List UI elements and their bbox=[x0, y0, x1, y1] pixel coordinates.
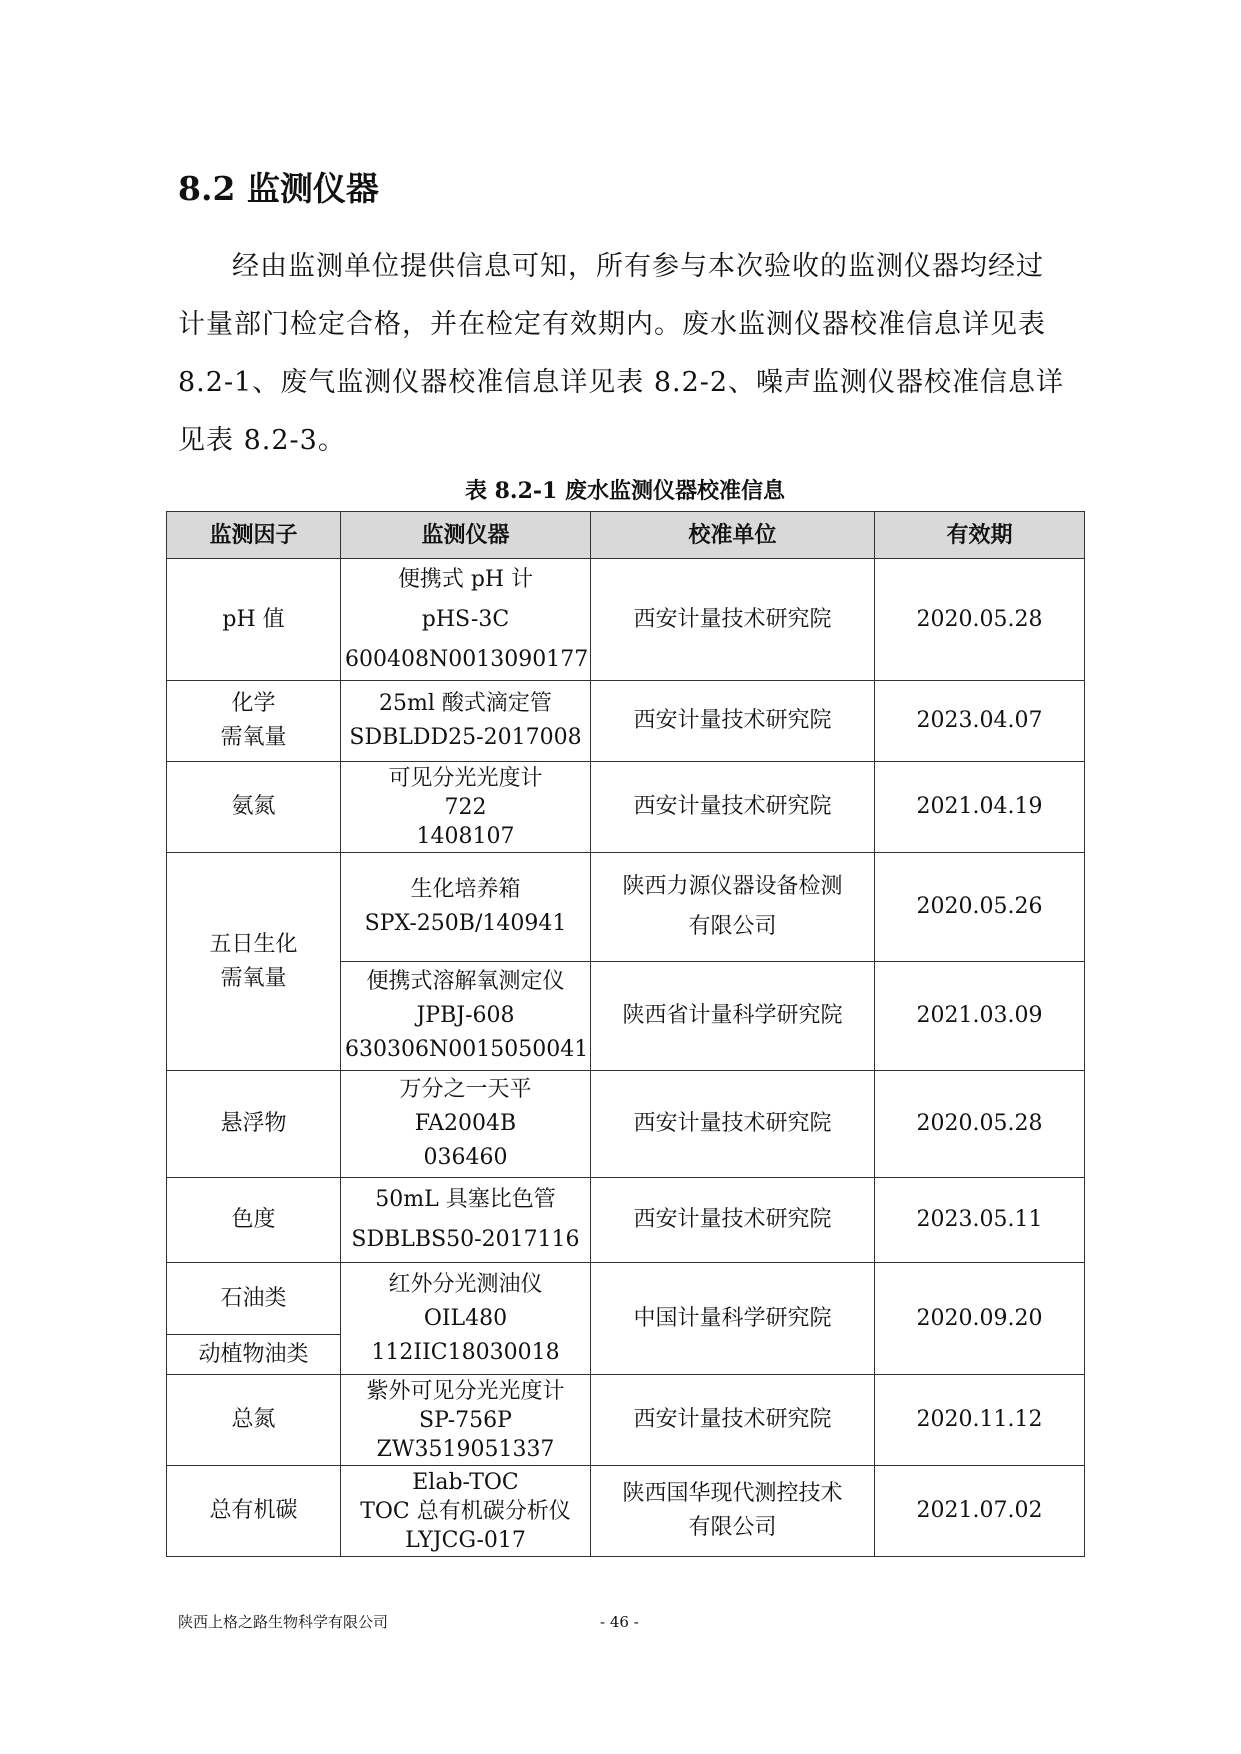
instrument-text: FA2004B bbox=[414, 1111, 517, 1136]
intro-paragraph bbox=[178, 238, 1078, 470]
date-cell: 2020.09.20 bbox=[875, 1263, 1085, 1375]
section-heading: 8.2 监测仪器 bbox=[178, 169, 379, 208]
factor-text: 需氧量 bbox=[220, 965, 287, 991]
date-cell: 2021.04.19 bbox=[875, 762, 1085, 853]
unit-cell bbox=[591, 1263, 875, 1375]
instrument-cell bbox=[341, 1071, 591, 1178]
table-caption: 表 8.2-1 废水监测仪器校准信息 bbox=[464, 478, 786, 504]
instrument-cell bbox=[341, 1375, 591, 1466]
factor-text: 五日生化 bbox=[209, 931, 298, 957]
instrument-text: 可见分光光度计 bbox=[388, 765, 543, 791]
instrument-cell bbox=[341, 853, 591, 962]
instrument-text: 生化培养箱 bbox=[410, 877, 521, 902]
date-cell: 2023.04.07 bbox=[875, 681, 1085, 762]
table-row bbox=[167, 1466, 1085, 1557]
table-row bbox=[167, 1178, 1085, 1263]
instrument-text: 红外分光测油仪 bbox=[388, 1271, 543, 1297]
unit-text: 西安计量技术研究院 bbox=[633, 794, 832, 819]
header-date: 有效期 bbox=[875, 512, 1085, 559]
instrument-text: 036460 bbox=[423, 1145, 508, 1170]
instrument-text: 万分之一天平 bbox=[399, 1077, 532, 1102]
unit-cell bbox=[591, 1466, 875, 1557]
instrument-text: Elab-TOC bbox=[412, 1469, 519, 1495]
factor-text: 总有机碳 bbox=[209, 1498, 298, 1523]
factor-cell bbox=[167, 559, 341, 681]
instrument-text: SPX-250B/140941 bbox=[364, 911, 567, 936]
factor-text: 动植物油类 bbox=[198, 1341, 309, 1367]
unit-cell bbox=[591, 962, 875, 1071]
unit-text: 西安计量技术研究院 bbox=[633, 708, 832, 733]
factor-text: 化学 bbox=[231, 691, 276, 716]
instrument-text: 112IIC18030018 bbox=[371, 1339, 560, 1365]
unit-cell bbox=[591, 681, 875, 762]
date-cell: 2020.05.26 bbox=[875, 853, 1085, 962]
date-cell: 2021.03.09 bbox=[875, 962, 1085, 1071]
instrument-text: JPBJ-608 bbox=[416, 1003, 515, 1028]
instrument-text: 便携式溶解氧测定仪 bbox=[366, 969, 565, 994]
instrument-text: 630306N0015050041 bbox=[345, 1037, 589, 1062]
factor-text: 氨氮 bbox=[231, 794, 276, 819]
unit-text: 西安计量技术研究院 bbox=[633, 1207, 832, 1232]
date-cell: 2020.11.12 bbox=[875, 1375, 1085, 1466]
instrument-cell bbox=[341, 559, 591, 681]
instrument-text: 紫外可见分光光度计 bbox=[366, 1378, 565, 1404]
instrument-text: pHS-3C bbox=[421, 606, 510, 632]
table-row bbox=[167, 762, 1085, 853]
factor-text: pH 值 bbox=[222, 606, 285, 632]
unit-text: 有限公司 bbox=[688, 1515, 777, 1540]
instrument-cell bbox=[341, 762, 591, 853]
unit-text: 西安计量技术研究院 bbox=[633, 606, 832, 632]
header-unit: 校准单位 bbox=[591, 512, 875, 559]
factor-text: 色度 bbox=[231, 1207, 276, 1232]
instrument-text: OIL480 bbox=[423, 1305, 508, 1331]
unit-cell bbox=[591, 762, 875, 853]
unit-cell bbox=[591, 559, 875, 681]
factor-text: 需氧量 bbox=[220, 725, 287, 750]
factor-text: 悬浮物 bbox=[220, 1111, 287, 1136]
instrument-text: 50mL 具塞比色管 bbox=[375, 1187, 556, 1212]
table-row bbox=[167, 559, 1085, 681]
unit-cell bbox=[591, 1375, 875, 1466]
unit-text: 陕西国华现代测控技术 bbox=[622, 1481, 843, 1506]
instrument-cell bbox=[341, 1263, 591, 1375]
factor-cell bbox=[167, 1178, 341, 1263]
unit-cell bbox=[591, 1071, 875, 1178]
date-cell: 2021.07.02 bbox=[875, 1466, 1085, 1557]
paragraph-line: 8.2-1、废气监测仪器校准信息详见表 8.2-2、噪声监测仪器校准信息详 bbox=[178, 367, 1065, 398]
date-cell: 2023.05.11 bbox=[875, 1178, 1085, 1263]
calibration-table bbox=[166, 511, 1085, 1557]
instrument-text: 便携式 pH 计 bbox=[397, 566, 534, 592]
factor-cell bbox=[167, 681, 341, 762]
factor-cell bbox=[167, 762, 341, 853]
unit-text: 中国计量科学研究院 bbox=[633, 1305, 832, 1331]
instrument-text: 25ml 酸式滴定管 bbox=[379, 691, 552, 716]
unit-text: 有限公司 bbox=[688, 914, 777, 939]
paragraph-line: 经由监测单位提供信息可知，所有参与本次验收的监测仪器均经过 bbox=[232, 251, 1044, 282]
instrument-text: SP-756P bbox=[419, 1407, 512, 1433]
unit-text: 陕西力源仪器设备检测 bbox=[622, 874, 843, 899]
unit-text: 西安计量技术研究院 bbox=[633, 1111, 832, 1136]
instrument-text: SDBLBS50-2017116 bbox=[351, 1227, 580, 1252]
factor-cell bbox=[167, 1466, 341, 1557]
factor-cell bbox=[167, 853, 341, 1071]
footer-company: 陕西上格之路生物科学有限公司 bbox=[178, 1613, 389, 1631]
table-header-row bbox=[167, 512, 1085, 559]
instrument-text: TOC 总有机碳分析仪 bbox=[360, 1498, 571, 1524]
instrument-text: 1408107 bbox=[416, 823, 515, 849]
header-instrument: 监测仪器 bbox=[341, 512, 591, 559]
unit-cell bbox=[591, 853, 875, 962]
instrument-cell bbox=[341, 1178, 591, 1263]
unit-text: 西安计量技术研究院 bbox=[633, 1407, 832, 1432]
instrument-text: ZW3519051337 bbox=[376, 1436, 555, 1462]
table-row bbox=[167, 853, 1085, 962]
date-cell: 2020.05.28 bbox=[875, 559, 1085, 681]
instrument-cell bbox=[341, 1466, 591, 1557]
factor-cell bbox=[167, 1263, 341, 1335]
factor-cell bbox=[167, 1375, 341, 1466]
instrument-text: LYJCG-017 bbox=[405, 1527, 526, 1553]
instrument-text: 600408N0013090177 bbox=[345, 646, 589, 672]
unit-text: 陕西省计量科学研究院 bbox=[622, 1003, 843, 1028]
date-cell: 2020.05.28 bbox=[875, 1071, 1085, 1178]
instrument-text: 722 bbox=[444, 794, 487, 820]
instrument-cell bbox=[341, 962, 591, 1071]
table-row bbox=[167, 1263, 1085, 1335]
paragraph-line: 计量部门检定合格，并在检定有效期内。废水监测仪器校准信息详见表 bbox=[178, 309, 1046, 340]
instrument-cell bbox=[341, 681, 591, 762]
unit-cell bbox=[591, 1178, 875, 1263]
table-row bbox=[167, 681, 1085, 762]
header-factor: 监测因子 bbox=[167, 512, 341, 559]
factor-cell bbox=[167, 1071, 341, 1178]
instrument-text: SDBLDD25-2017008 bbox=[349, 725, 582, 750]
factor-text: 石油类 bbox=[220, 1285, 287, 1311]
paragraph-line: 见表 8.2-3。 bbox=[178, 425, 346, 456]
table-row bbox=[167, 1071, 1085, 1178]
table-row bbox=[167, 1375, 1085, 1466]
factor-cell bbox=[167, 1335, 341, 1375]
factor-text: 总氮 bbox=[231, 1407, 276, 1432]
page-number: - 46 - bbox=[600, 1613, 639, 1631]
